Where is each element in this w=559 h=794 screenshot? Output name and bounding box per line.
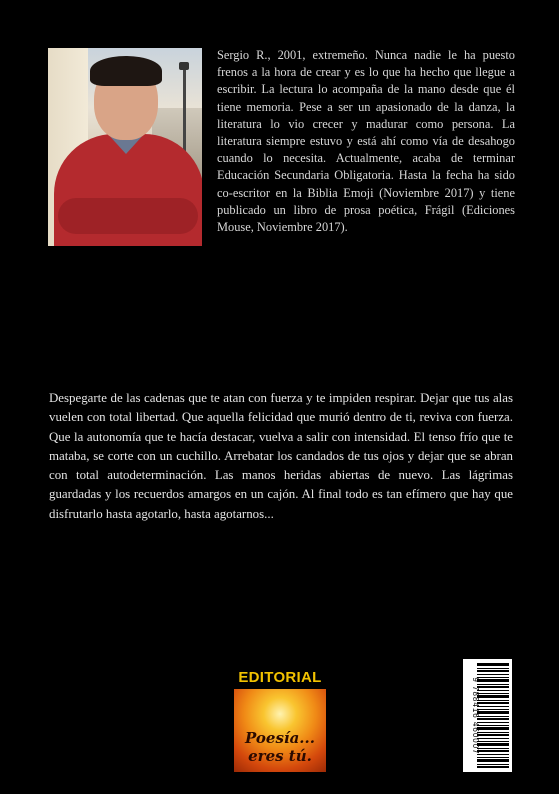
publisher-logo: [234, 667, 326, 772]
publisher-logo-line1: Poesía...: [245, 729, 315, 747]
isbn-barcode: [463, 659, 512, 772]
back-cover-blurb: Despegarte de las cadenas que te atan con fuerza y te impiden respirar. Dejar que tus alas vuelen con total libertad. Que aquella felicidad que murió dentro de ti, reviva con fuerza. Que la autonomía que te hacía destacar, vuelva a salir con intensidad. El tenso frío que te mataba, se corte con un cuchillo. Arrebatar los candados de tus ojos y dejar que se abran con total autodeterminación. Las manos heridas abiertas de nuevo. Las lágrimas guardadas y los recuerdos amargos en un cajón. Al final todo es tan efímero que hay que disfrutarlo hasta agotarlo, hasta agotarnos...: [49, 391, 513, 521]
publisher-logo-title: EDITORIAL: [234, 667, 326, 689]
isbn-digits: 9 788416 460007: [471, 677, 480, 755]
barcode-bars: [477, 663, 509, 768]
publisher-logo-line2: eres tú.: [248, 747, 312, 765]
author-bio: Sergio R., 2001, extremeño. Nunca nadie le ha puesto frenos a la hora de crear y es lo que ha hecho que llegue a escribir. La lectura lo acompaña de la mano desde que él tiene memoria. Pese a ser un apasionado de la danza, la literatura lo vio crecer y madurar como persona. La literatura siempre estuvo y está ahí como vía de desahogo cuando lo necesita. Actualmente, acaba de terminar Educación Secundaria Obligatoria. Hasta la fecha ha sido co-escritor en la Biblia Emoji (Noviembre 2017) y tiene publicado un libro de prosa poética, Frágil (Ediciones Mouse, Noviembre 2017).: [217, 48, 515, 235]
author-photo: [48, 48, 202, 246]
